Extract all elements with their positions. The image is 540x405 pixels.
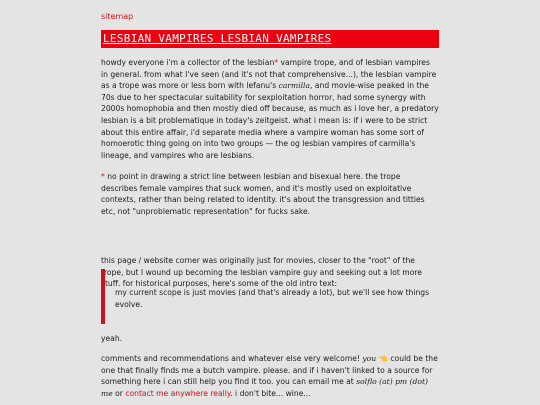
contact-paragraph <box>101 353 439 399</box>
intro-text-a: howdy everyone i'm a collector of the lesbian <box>101 58 275 67</box>
carmilla-title: carmilla <box>278 81 311 91</box>
email-address: solflo (at) pm (dot) me <box>101 377 428 398</box>
page-title: LESBIAN VAMPIRES LESBIAN VAMPIRES <box>103 32 332 45</box>
contact-text-a: comments and recommendations and whatever else very welcome! <box>101 354 363 363</box>
contact-link[interactable]: contact me anywhere really <box>125 388 231 398</box>
page-title-banner <box>101 30 439 48</box>
footnote-link[interactable]: * <box>274 58 279 67</box>
footnote-paragraph <box>101 171 439 217</box>
history-paragraph: this page / website corner was originally just for movies, closer to the "root" of the trope, but I wound up becoming the lesbian vampire guy and seeking out a lot more stuff. for historical purposes, here's some of the old intro text: <box>101 256 422 289</box>
yeah-paragraph: yeah. <box>101 334 123 343</box>
contact-text-c: or <box>112 388 126 398</box>
intro-text-c: , and movie-wise peaked in the 70s due to her spectacular suitability for sexploitation horror, had some synergy with 2000s homophobia and then mostly died off because, as much as i love her, a predatory lesbian is a bit problematique in today's zeitgeist. what i mean is: if i were to be strict about this entire affair, i'd separate media where a vampire woman has some sort of homoerotic thing going on into two groups — the og lesbian vampires of carmilla's lineage, and vampires who are lesbians. <box>101 81 439 160</box>
sitemap-link[interactable]: sitemap <box>101 12 134 21</box>
footnote-text: no point in drawing a strict line between lesbian and bisexual here. the trope describes female vampires that suck women, and it's mostly used on exploitative contexts, rather than being related to identity. it's about the transgression and titties etc, not "unproblematic representation" for fucks sake. <box>101 172 425 216</box>
quote-text: my current scope is just movies (and that's already a lot), but we'll see how things evolve. <box>115 288 430 309</box>
intro-paragraph <box>101 57 439 161</box>
footnote-marker: * <box>101 172 105 181</box>
intro-text-b: vampire trope, and of lesbian vampires in general. from what I've seen (and it's not that comprehensive...), the lesbian vampire as a trope was more or less born with lefanu's <box>101 58 437 91</box>
you-emphasis: you <box>362 354 377 363</box>
contact-text-b: could be the one that finally finds me a butch vampire. please. and if i haven't linked to a source for something here i can still help you find it too. you can email me at <box>101 354 438 387</box>
contact-text-d: . i don't bite... wine... <box>230 388 311 398</box>
pointing-hand-icon: 👈 <box>378 354 389 363</box>
old-intro-quote <box>101 269 439 324</box>
